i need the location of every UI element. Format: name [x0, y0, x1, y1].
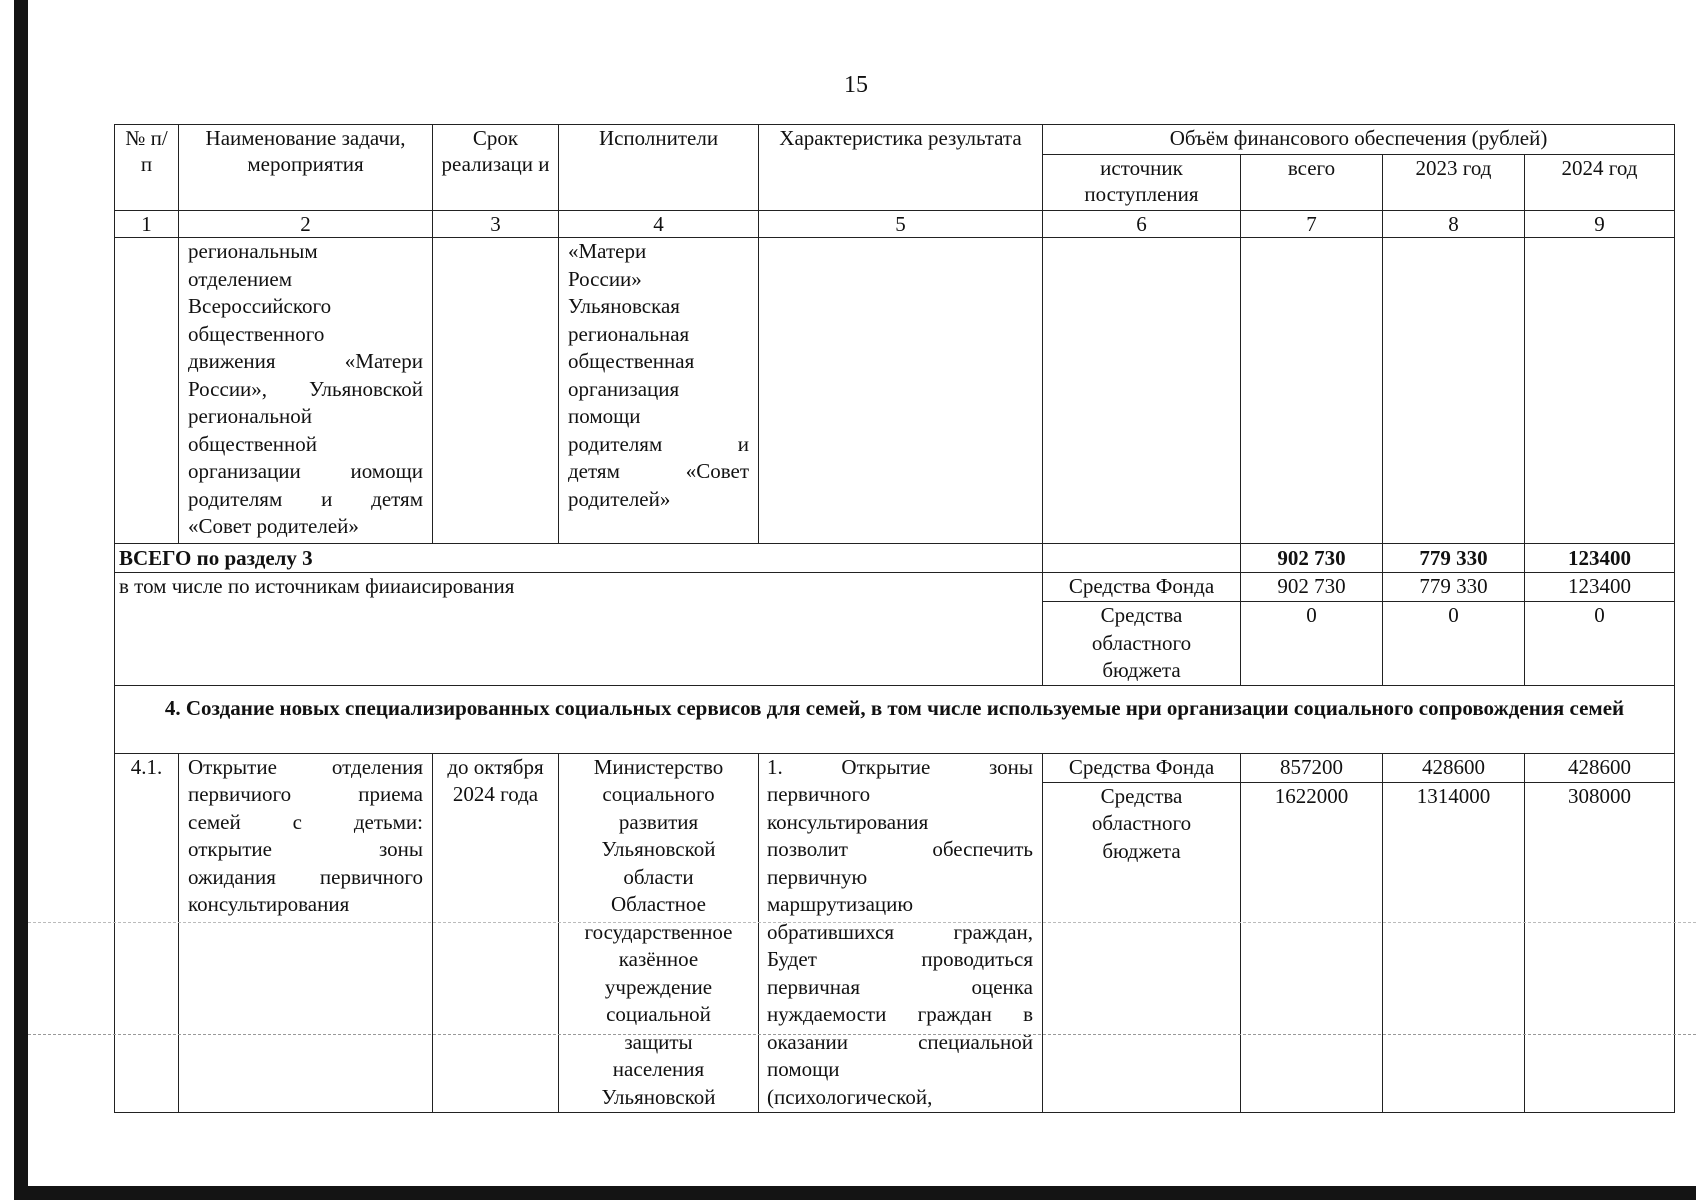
- section4-row: [115, 685, 1675, 753]
- item-4-1-num: 4.1.: [115, 753, 179, 1112]
- section3-total-2024: 123400: [1525, 544, 1675, 573]
- header-num: № п/п: [115, 125, 179, 211]
- item-4-1-result: 1. Открытие зоны первичного консультирования позволит обеспечить первичную маршрутизацию обратившихся граждан, Будет проводиться первичная оценка нуждаемости граждан в оказании специальной помощи (психологической,: [759, 753, 1043, 1112]
- col-number-1: 1: [115, 211, 179, 238]
- item-4-1-executors: Министерство социального развития Ульяновской области Областное государственное казённое учреждение социальной защиты населения Ульяновской: [559, 753, 759, 1112]
- section3-fund-source: Средства Фонда: [1043, 573, 1241, 602]
- section3-fund-2024: 123400: [1525, 573, 1675, 602]
- item-4-1-term: до октября 2024 года: [433, 753, 559, 1112]
- section3-total-source: [1043, 544, 1241, 573]
- column-number-row: [115, 211, 1675, 238]
- col-number-8: 8: [1383, 211, 1525, 238]
- col-number-7: 7: [1241, 211, 1383, 238]
- header-row-1: [115, 125, 1675, 155]
- item-4-1-fund-source: Средства Фонда: [1043, 753, 1241, 782]
- section3-total-2023: 779 330: [1383, 544, 1525, 573]
- item-4-1-fund-2024: 428600: [1525, 753, 1675, 782]
- col-number-9: 9: [1525, 211, 1675, 238]
- header-result: Характеристика результата: [759, 125, 1043, 211]
- item-4-1-regional-2023: 1314000: [1383, 782, 1525, 1112]
- section3-fund-2023: 779 330: [1383, 573, 1525, 602]
- section3-fund-row: [115, 573, 1675, 602]
- col-number-2: 2: [179, 211, 433, 238]
- section3-sources-label: в том числе по источникам фииаисирования: [115, 573, 1043, 686]
- section3-total-row: [115, 544, 1675, 573]
- header-name: Наименование задачи, мероприятия: [179, 125, 433, 211]
- continuation-2023: [1383, 238, 1525, 544]
- col-number-5: 5: [759, 211, 1043, 238]
- section3-regional-2024: 0: [1525, 602, 1675, 686]
- header-finance-group: Объём финансового обеспечения (рублей): [1043, 125, 1675, 155]
- section3-regional-2023: 0: [1383, 602, 1525, 686]
- item-4-1-regional-2024: 308000: [1525, 782, 1675, 1112]
- item-4-1-name: Открытие отделения первичиого приема семей с детьми: открытие зоны ожидания первичного консультирования: [179, 753, 433, 1112]
- header-source: источник поступления: [1043, 155, 1241, 211]
- continuation-executors: «Матери России» Ульяновская региональная общественная организация помощи родителям и детям «Совет родителей»: [559, 238, 759, 544]
- section4-title: 4. Создание новых специализированных социальных сервисов для семей, в том числе используемые нри организации социального сопровождения семей: [115, 685, 1675, 753]
- header-2023: 2023 год: [1383, 155, 1525, 211]
- scan-artefact-line: [28, 922, 1696, 923]
- col-number-3: 3: [433, 211, 559, 238]
- section3-total-sum: 902 730: [1241, 544, 1383, 573]
- continuation-result: [759, 238, 1043, 544]
- item-4-1-fund-total: 857200: [1241, 753, 1383, 782]
- section3-total-label: ВСЕГО по разделу 3: [115, 544, 1043, 573]
- item-4-1-regional-source: Средства областного бюджета: [1043, 782, 1241, 1112]
- header-executors: Исполнители: [559, 125, 759, 211]
- header-2024: 2024 год: [1525, 155, 1675, 211]
- item-4-1-fund-row: [115, 753, 1675, 782]
- page-number: 15: [844, 72, 868, 98]
- scan-artefact-line: [28, 1034, 1696, 1035]
- scan-bottom-border: [14, 1186, 1696, 1200]
- section3-fund-total: 902 730: [1241, 573, 1383, 602]
- header-total: всего: [1241, 155, 1383, 211]
- continuation-source: [1043, 238, 1241, 544]
- continuation-name: региональным отделением Всероссийского общественного движения «Матери России», Ульяновской региональной общественной организации иомощи родителям и детям «Совет родителей»: [179, 238, 433, 544]
- col-number-4: 4: [559, 211, 759, 238]
- continuation-term: [433, 238, 559, 544]
- section3-regional-source: Средства областного бюджета: [1043, 602, 1241, 686]
- continuation-num: [115, 238, 179, 544]
- section3-regional-total: 0: [1241, 602, 1383, 686]
- continuation-2024: [1525, 238, 1675, 544]
- header-term: Срок реализаци и: [433, 125, 559, 211]
- continuation-row: [115, 238, 1675, 544]
- scan-left-border: [14, 0, 28, 1200]
- col-number-6: 6: [1043, 211, 1241, 238]
- financing-table: [114, 124, 1675, 1113]
- item-4-1-regional-total: 1622000: [1241, 782, 1383, 1112]
- continuation-total: [1241, 238, 1383, 544]
- item-4-1-fund-2023: 428600: [1383, 753, 1525, 782]
